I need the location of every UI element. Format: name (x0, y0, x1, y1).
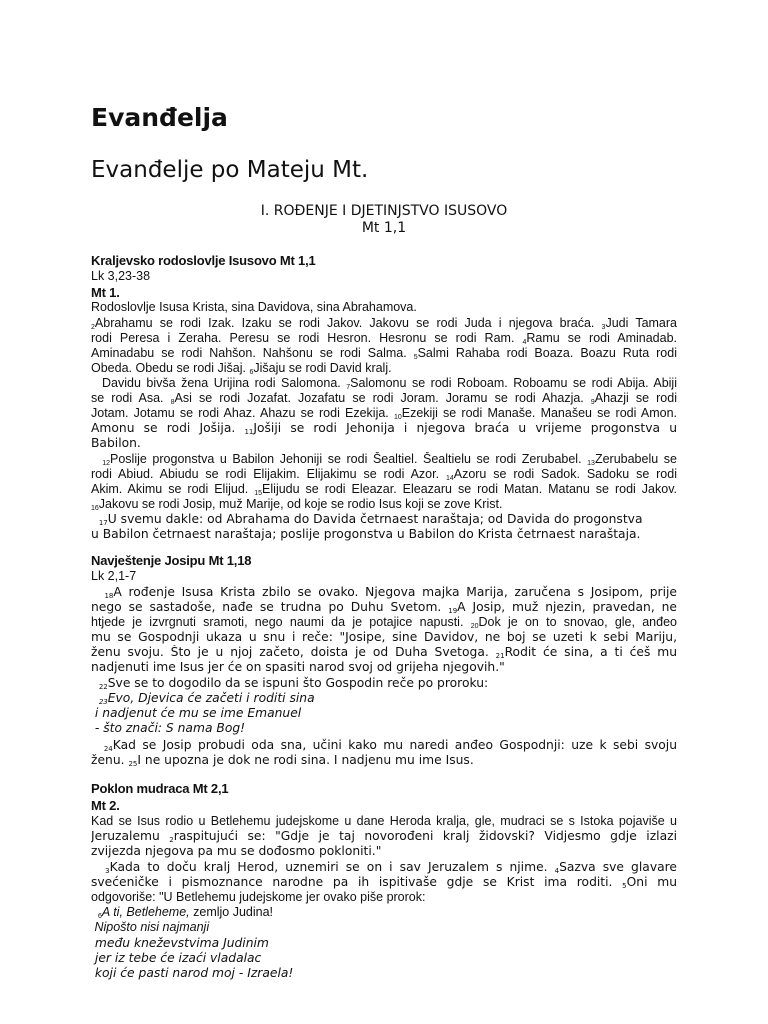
text-segment: Rodoslovlje Isusa Krista, sina Davidova, sina Abrahamova. (91, 300, 417, 314)
text-segment: Ahazji se rodi (594, 391, 677, 405)
text-segment: Asi se rodi Jozafat. Jozafatu se rodi Joram. Joramu se rodi Ahazja. (174, 391, 591, 405)
text-segment: i nadjenut će mu se ime Emanuel (91, 706, 302, 720)
text-segment (91, 585, 104, 599)
text-segment: mu se Gospodnji ukaza u snu i reče: "Josipe, sine Davidov, ne boj se uzeti k sebi Mariju, (91, 630, 677, 644)
quote-line (91, 706, 677, 721)
text-line (91, 467, 677, 482)
text-segment: Jeruzalemu (91, 829, 170, 843)
text-line (91, 269, 677, 284)
text-segment: Jotam. Jotamu se rodi Ahaz. Ahazu se rodi Ezekija. (91, 406, 394, 420)
text-segment: rodi Abiud. Abiudu se rodi Elijakim. Elijakimu se rodi Azor. (91, 467, 446, 481)
verse-number: 9 (590, 399, 595, 406)
text-line (91, 660, 677, 675)
text-segment: Kad se Isus rodio u Betlehemu judejskome u dane Heroda kralja, gle, mudraci se s Istoka pojaviše u (91, 814, 677, 828)
text-segment: Sazva sve glavare (559, 860, 677, 874)
section-heading (91, 553, 677, 568)
verse-number: 19 (448, 607, 458, 615)
text-line (91, 527, 677, 542)
verse-number: 16 (91, 505, 99, 512)
text-segment (91, 676, 99, 690)
text-line (91, 361, 677, 376)
text-segment: ženu svoju. Što je u njoj začeto, doista je od Duha Svetoga. (91, 645, 496, 659)
text-segment: koji će pasti narod moj - Izraela! (91, 966, 294, 980)
text-segment: ženu. (91, 753, 129, 767)
text-line (91, 738, 677, 753)
text-segment: A ti, Betleheme, (101, 905, 190, 919)
section-heading (91, 781, 677, 796)
text-segment (91, 905, 98, 919)
text-segment: Navještenje Josipu Mt 1,18 (91, 553, 252, 568)
text-segment: Sve se to dogodilo da se ispuni što Gospodin reče po proroku: (107, 676, 489, 690)
verse-number: 22 (98, 683, 108, 691)
text-segment: I ne upozna je dok ne rodi sina. I nadjenu mu ime Isus. (137, 753, 474, 767)
verse-number: 8 (170, 399, 175, 406)
text-segment (91, 738, 104, 752)
text-line (91, 676, 677, 691)
verse-number: 21 (495, 652, 505, 660)
text-segment: Mt 2. (91, 798, 120, 813)
text-line (91, 569, 677, 584)
text-segment: rodi Peresa i Zeraha. Peresu se rodi Hesron. Hesronu se rodi Ram. (91, 331, 523, 345)
text-segment: Ramu se rodi Aminadab. (526, 331, 677, 345)
text-segment: Evo, Djevica će začeti i roditi sina (107, 691, 315, 705)
text-line (91, 482, 677, 497)
quote-line (91, 721, 677, 736)
text-line (91, 615, 677, 630)
text-segment: svećeničke i pismoznance narodne pa ih ispitivaše gdje se Krist ima roditi. (91, 875, 623, 889)
text-line (91, 421, 677, 436)
text-line (91, 814, 677, 829)
text-segment: Aminadabu se rodi Nahšon. Nahšonu se rodi Salma. (91, 346, 414, 360)
text-line (91, 920, 677, 935)
gospel-title: Evanđelje po Mateju Mt. (91, 157, 369, 183)
text-line (91, 890, 677, 905)
text-segment (91, 512, 99, 526)
text-line (91, 406, 677, 421)
verse-number: 3 (601, 324, 606, 331)
text-line (91, 316, 677, 331)
verse-number: 10 (393, 414, 402, 421)
quote-line (91, 691, 677, 706)
text-line (91, 630, 677, 645)
verse-number: 6 (249, 369, 254, 376)
verse-number: 2 (169, 836, 174, 844)
part-reference: Mt 1,1 (361, 220, 407, 236)
text-segment: Rodit će sina, a ti ćeš mu (504, 645, 677, 659)
verse-number: 7 (346, 384, 351, 391)
text-segment: Babilon. (91, 436, 141, 450)
text-line (91, 600, 677, 615)
text-line (91, 585, 677, 600)
text-line (91, 645, 677, 660)
document-title: Evanđelja (91, 103, 228, 132)
quote-line (91, 951, 677, 966)
text-segment: Azoru se rodi Sadok. Sadoku se rodi (453, 467, 677, 481)
text-segment: Lk 3,23-38 (91, 269, 151, 283)
text-segment: Jišaju se rodi David kralj. (253, 361, 392, 375)
text-segment: Mt 1. (91, 285, 120, 300)
verse-number: 6 (97, 913, 102, 920)
section-heading (91, 253, 677, 268)
text-line (91, 436, 677, 451)
text-segment: Poklon mudraca Mt 2,1 (91, 781, 229, 796)
text-segment: htjede je izvrgnuti sramoti, nego naumi da je potajice napusti. (91, 615, 471, 629)
verse-number: 3 (105, 867, 110, 875)
text-segment: Nipošto nisi najmanji (91, 920, 210, 934)
text-segment: zemljo Judina! (189, 905, 274, 919)
text-line (91, 452, 677, 467)
text-segment: A Josip, muž njezin, pravedan, ne (457, 600, 677, 614)
verse-number: 4 (522, 339, 527, 346)
verse-number: 23 (98, 698, 108, 706)
text-segment: Ezekiji se rodi Manaše. Manašeu se rodi Amon. (401, 406, 677, 420)
text-segment: među kneževstvima Judinim (91, 936, 269, 950)
text-segment: Kraljevsko rodoslovlje Isusovo Mt 1,1 (91, 253, 316, 268)
quote-line (91, 936, 677, 951)
verse-number: 14 (445, 475, 454, 482)
text-segment (91, 452, 102, 466)
text-line (91, 875, 677, 890)
text-line (91, 331, 677, 346)
text-segment: raspitujući se: "Gdje je taj novorođeni kralj židovski? Vidjesmo gdje izlazi (173, 829, 677, 843)
text-segment: Jakovu se rodi Josip, muž Marije, od koje se rodio Isus koji se zove Krist. (98, 497, 503, 511)
text-segment: Salmi Rahaba rodi Boaza. Boazu Ruta rodi (417, 346, 677, 360)
text-line (91, 905, 677, 920)
text-segment: A rođenje Isusa Krista zbilo se ovako. Njegova majka Marija, zaručena s Josipom, prije (113, 585, 677, 599)
text-segment: Obeda. Obedu se rodi Jišaj. (91, 361, 250, 375)
text-segment: Davidu bivša žena Urijina rodi Salomona. (91, 376, 347, 390)
text-segment: Jošiji se rodi Jehonija i njegova braća u vrijeme progonstva u (253, 421, 677, 435)
verse-number: 20 (470, 623, 479, 630)
text-segment: Oni mu (626, 875, 677, 889)
text-segment: se rodi Asa. (91, 391, 171, 405)
text-line (91, 376, 677, 391)
verse-number: 24 (103, 745, 113, 753)
text-line (91, 512, 677, 527)
text-line (91, 860, 677, 875)
verse-number: 18 (104, 592, 114, 600)
text-segment: Amonu se rodi Jošija. (91, 421, 245, 435)
text-segment: Abrahamu se rodi Izak. Izaku se rodi Jakov. Jakovu se rodi Juda i njegova braća. (94, 316, 602, 330)
verse-number: 15 (254, 490, 263, 497)
text-line (91, 753, 677, 768)
text-segment: Salomonu se rodi Roboam. Roboamu se rodi Abija. Abiji (350, 376, 677, 390)
text-segment: Judi Tamara (605, 316, 677, 330)
text-segment: Zerubabelu se (594, 452, 677, 466)
text-segment: Elijudu se rodi Eleazar. Eleazaru se rodi Matan. Matanu se rodi Jakov. (262, 482, 677, 496)
section-heading (91, 798, 677, 813)
verse-number: 5 (413, 354, 418, 361)
text-segment: Kada to doču kralj Herod, uznemiri se on i sav Jeruzalem s njime. (109, 860, 555, 874)
text-segment (91, 691, 99, 705)
text-segment (91, 860, 105, 874)
text-segment: jer iz tebe će izaći vladalac (91, 951, 262, 965)
verse-number: 2 (91, 324, 95, 331)
text-line (91, 391, 677, 406)
verse-number: 17 (98, 519, 108, 527)
text-segment: zvijezda njegova pa mu se dođosmo pokloniti." (91, 844, 382, 858)
text-segment: Lk 2,1-7 (91, 569, 137, 583)
text-segment: nadjenuti ime Isus jer će on spasiti narod svoj od grijeha njegovih." (91, 660, 505, 674)
text-segment: odgovoriše: "U Betlehemu judejskome jer ovako piše prorok: (91, 890, 426, 904)
text-line (91, 844, 677, 859)
text-line (91, 346, 677, 361)
text-segment: u Babilon četrnaest naraštaja; poslije progonstva u Babilon do Krista četrnaest naraštaja. (91, 527, 641, 541)
text-segment: U svemu dakle: od Abrahama do Davida četrnaest naraštaja; od Davida do progonstva (107, 512, 643, 526)
verse-number: 13 (587, 460, 595, 467)
verse-number: 4 (554, 867, 560, 875)
text-line (91, 829, 677, 844)
section-heading (91, 285, 677, 300)
text-segment: - što znači: S nama Bog! (91, 721, 246, 735)
verse-number: 5 (622, 882, 627, 890)
text-segment: Poslije progonstva u Babilon Jehoniji se rodi Šealtiel. Šealtielu se rodi Zerubabel. (110, 452, 588, 466)
verse-number: 25 (128, 760, 138, 768)
text-segment: Kad se Josip probudi oda sna, učini kako mu naredi anđeo Gospodnji: uze k sebi svoju (112, 738, 677, 752)
text-segment: nego se sastadoše, nađe se trudna po Duhu Svetom. (91, 600, 449, 614)
text-segment: Dok je on to snovao, gle, anđeo (478, 615, 677, 629)
text-line (91, 300, 677, 315)
quote-line (91, 966, 677, 981)
verse-number: 11 (244, 428, 254, 436)
verse-number: 12 (102, 460, 110, 467)
part-title: I. ROĐENJE I DJETINJSTVO ISUSOVO (260, 203, 508, 219)
text-line (91, 497, 677, 512)
text-segment: Akim. Akimu se rodi Elijud. (91, 482, 255, 496)
